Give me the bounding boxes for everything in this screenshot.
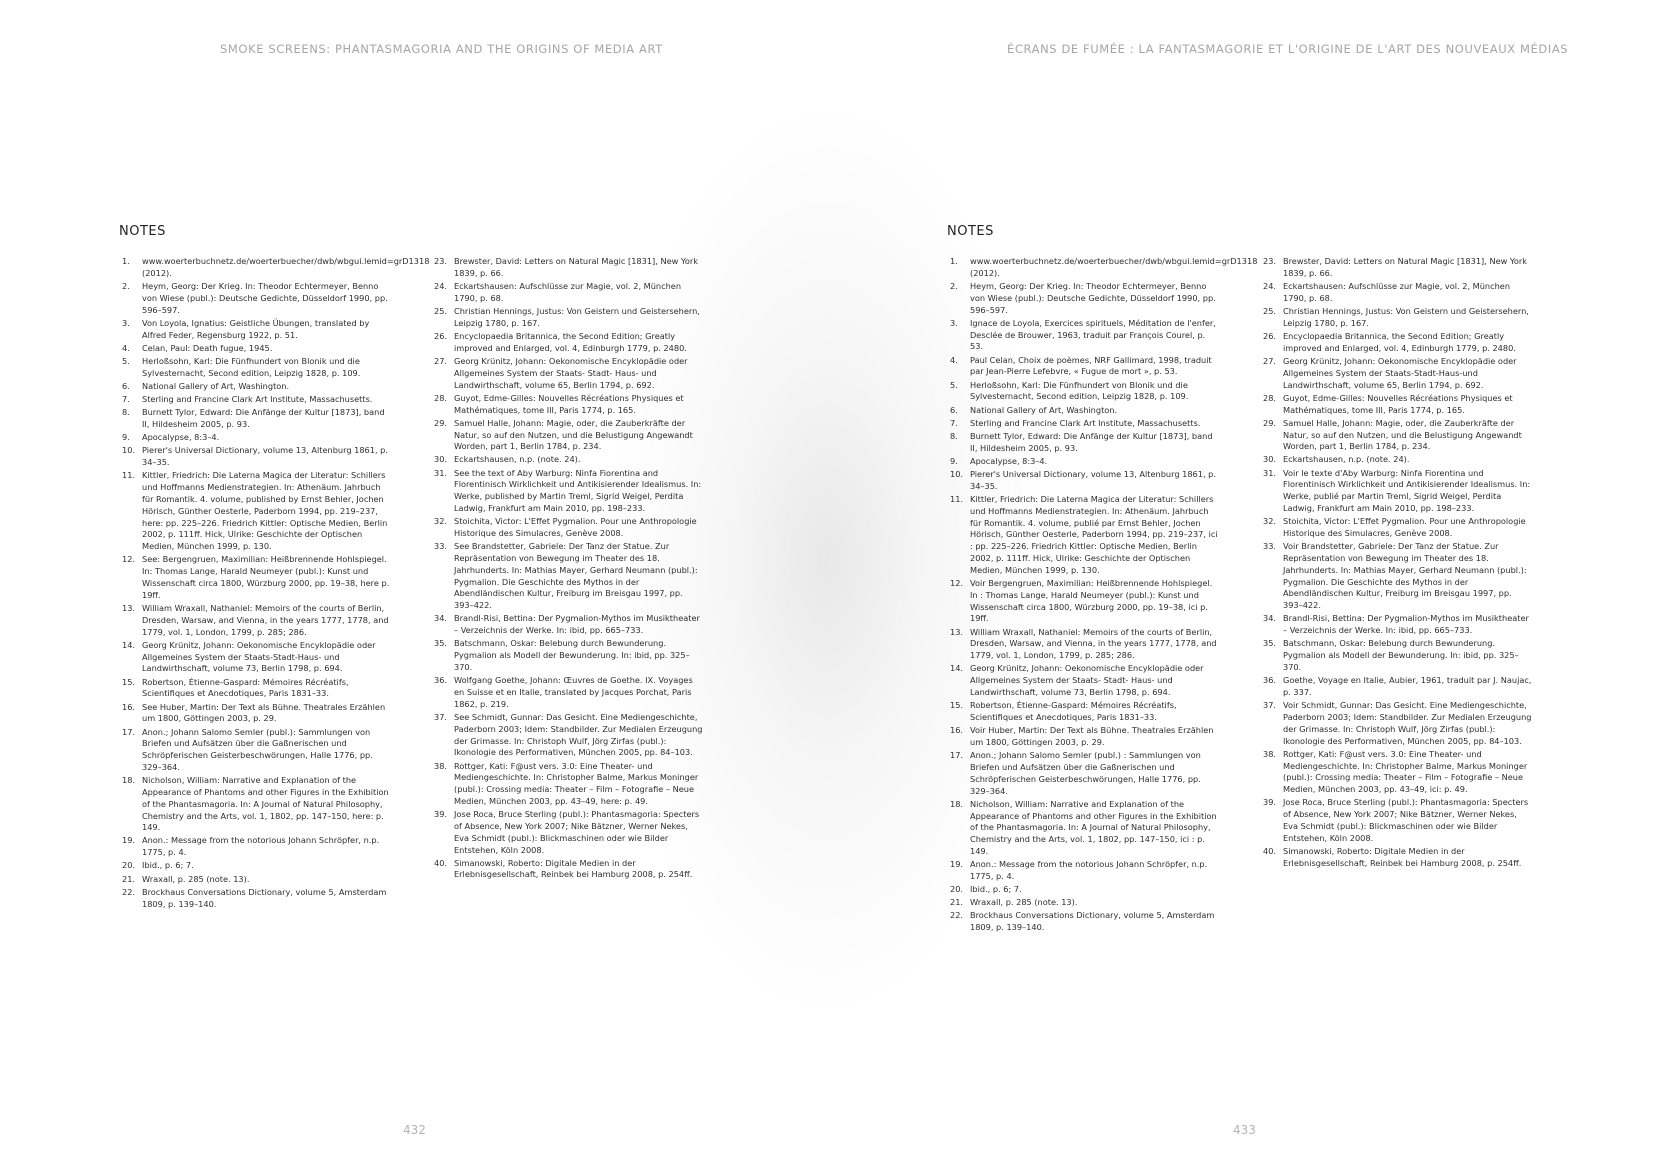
note-item — [122, 394, 392, 406]
note-number: 20. — [950, 884, 964, 895]
note-item — [950, 578, 1220, 625]
note-item — [950, 750, 1220, 797]
note-text: Wolfgang Goethe, Johann: Œuvres de Goethe. IX. Voyages en Suisse et en Italie, translated by Jacques Porchat, Paris 1862, p. 219. — [454, 675, 693, 709]
note-text: Jose Roca, Bruce Sterling (publ.): Phantasmagoria: Specters of Absence, New York 2007; Nike Bätzner, Werner Nekes, Eva Schmidt (publ.): Blickmaschinen oder wie Bilder Entstehen, Köln 2008. — [454, 809, 700, 855]
note-text: Nicholson, William: Narrative and Explanation of the Appearance of Phantoms and other Figures in the Exhibition of the Phantasmagoria. In: A Journal of Natural Philosophy, Chemistry and the Arts, vol. 1, 1802, pp. 147–150, here: p. 149. — [142, 775, 389, 833]
note-text: Anon.; Johann Salomo Semler (publ.) : Sammlungen von Briefen und Aufsätzen über die Gaßnerischen und Schröpferischen Geisterbeschwörungen, Halle 1776, pp. 329–364. — [970, 750, 1201, 796]
note-item — [950, 456, 1220, 468]
note-item — [950, 627, 1220, 662]
note-number: 31. — [1263, 467, 1277, 478]
note-text: Eckartshausen, n.p. (note. 24). — [1283, 454, 1410, 465]
running-head: ÉCRANS DE FUMÉE : LA FANTASMAGORIE ET L'ORIGINE DE L'ART DES NOUVEAUX MÉDIAS — [1007, 42, 1569, 56]
note-item — [122, 356, 392, 380]
note-item — [122, 640, 392, 675]
note-item — [950, 859, 1220, 883]
note-item — [434, 613, 704, 637]
note-text: Burnett Tylor, Edward: Die Anfänge der Kultur [1873], band II, Hildesheim 2005, p. 93. — [142, 407, 385, 430]
note-number: 19. — [122, 835, 136, 846]
note-number: 16. — [122, 701, 136, 712]
note-number: 28. — [434, 392, 448, 403]
note-number: 35. — [434, 638, 448, 649]
note-item — [434, 809, 704, 856]
note-number: 8. — [950, 430, 958, 441]
note-number: 21. — [122, 873, 136, 884]
note-number: 20. — [122, 860, 136, 871]
note-text: Sterling and Francine Clark Art Institute, Massachusetts. — [142, 394, 373, 405]
note-number: 33. — [434, 541, 448, 552]
note-item — [1263, 281, 1533, 305]
note-item — [1263, 468, 1533, 515]
note-number: 13. — [950, 626, 964, 637]
note-number: 6. — [122, 380, 130, 391]
note-text: Heym, Georg: Der Krieg. In: Theodor Echtermeyer, Benno von Wiese (publ.): Deutsche Gedichte, Düsseldorf 1990, pp. 596–597. — [970, 280, 1216, 315]
note-text: Brewster, David: Letters on Natural Magic [1831], New York 1839, p. 66. — [1283, 256, 1527, 278]
note-text: Guyot, Edme-Gilles: Nouvelles Récréations Physiques et Mathématiques, tome III, Paris 1774, p. 165. — [454, 392, 684, 415]
note-number: 27. — [1263, 355, 1277, 366]
note-number: 23. — [434, 256, 448, 266]
note-text: Christian Hennings, Justus: Von Geistern und Geistersehern, Leipzig 1780, p. 167. — [454, 305, 700, 328]
note-number: 36. — [1263, 675, 1277, 686]
note-item — [950, 431, 1220, 455]
note-text: www.woerterbuchnetz.de/woerterbuecher/dwb/wbgui.lemid=grD1318 (2012). — [970, 256, 1258, 278]
note-item — [122, 445, 392, 469]
note-text: Pierer's Universal Dictionary, volume 13, Altenburg 1861, p. 34–35. — [142, 445, 388, 468]
note-text: William Wraxall, Nathaniel: Memoirs of the courts of Berlin, Dresden, Warsaw, and Vienna, in the years 1777, 1778, and 1779, vol. 1, London, 1799, p. 285; 286. — [142, 603, 389, 637]
note-text: Voir Huber, Martin: Der Text als Bühne. Theatrales Erzählen um 1800, Göttingen 2003, p. 29. — [970, 725, 1214, 747]
note-number: 2. — [122, 280, 130, 291]
note-number: 6. — [950, 404, 958, 415]
note-text: Paul Celan, Choix de poèmes, NRF Gallimard, 1998, traduit par Jean-Pierre Lefebvre, « Fugue de mort », p. 53. — [970, 354, 1212, 377]
note-item — [950, 281, 1220, 316]
notes-column-1 — [950, 256, 1258, 935]
note-item — [950, 897, 1220, 909]
note-text: Stoichita, Victor: L'Effet Pygmalion. Pour une Anthropologie Historique des Simulacres, Genève 2008. — [1283, 516, 1526, 539]
note-text: Pierer's Universal Dictionary, volume 13, Altenburg 1861, p. 34–35. — [970, 469, 1216, 491]
note-number: 18. — [122, 775, 136, 786]
note-text: Batschmann, Oskar: Belebung durch Bewunderung. Pygmalion als Modell der Bewunderung. In: ibid, pp. 325–370. — [1283, 638, 1519, 672]
note-item — [434, 281, 704, 305]
note-item — [1263, 516, 1533, 540]
note-item — [1263, 700, 1533, 747]
note-item — [434, 638, 704, 673]
note-text: Apocalypse, 8:3–4. — [970, 455, 1048, 466]
note-item — [122, 281, 392, 316]
note-text: Heym, Georg: Der Krieg. In: Theodor Echtermeyer, Benno von Wiese (publ.): Deutsche Gedichte, Düsseldorf 1990, pp. 596–597. — [142, 280, 388, 315]
note-text: Eckartshausen: Aufschlüsse zur Magie, vol. 2, München 1790, p. 68. — [1283, 280, 1511, 303]
note-text: Stoichita, Victor: L'Effet Pygmalion. Pour une Anthropologie Historique des Simulacres, Genève 2008. — [454, 516, 697, 539]
note-number: 16. — [950, 725, 964, 736]
note-text: Nicholson, William: Narrative and Explanation of the Appearance of Phantoms and other Figures in the Exhibition of the Phantasmagoria. In: A Journal of Natural Philosophy, Chemistry and the Arts, vol. 1, 1802, pp. 147–150, ici : p. 149. — [970, 798, 1217, 856]
note-number: 24. — [1263, 280, 1277, 291]
note-item — [122, 318, 392, 342]
note-number: 13. — [122, 603, 136, 613]
note-number: 25. — [434, 305, 448, 316]
note-text: William Wraxall, Nathaniel: Memoirs of the courts of Berlin, Dresden, Warsaw, and Vienna, in the years 1777, 1778, and 1779, vol. 1, London, 1799, p. 285; 286. — [970, 626, 1217, 661]
note-number: 38. — [1263, 748, 1277, 759]
note-number: 17. — [950, 750, 964, 761]
note-number: 14. — [950, 663, 964, 674]
note-item — [950, 405, 1220, 417]
note-number: 15. — [950, 700, 964, 711]
note-item — [1263, 454, 1533, 466]
note-text: Georg Krünitz, Johann: Oekonomische Encyklopädie oder Allgemeines System der Staats- Stadt- Haus- und Landwirthschaft, volume 65, Berlin 1794, p. 692. — [454, 355, 688, 390]
note-number: 36. — [434, 675, 448, 686]
note-item — [950, 355, 1220, 379]
note-text: Wraxall, p. 285 (note. 13). — [970, 897, 1078, 908]
note-number: 3. — [950, 317, 958, 328]
note-item — [950, 910, 1220, 934]
note-item — [1263, 675, 1533, 699]
note-item — [122, 702, 392, 726]
note-text: See the text of Aby Warburg: Ninfa Fiorentina and Florentinisch Wirklichkeit und Antikisierender Idealismus. In: Werke, published by Martin Treml, Sigrid Weigel, Perdita Ladwig, Frankfurt am Main 2010, pp. 198–233. — [454, 467, 702, 514]
note-number: 40. — [434, 857, 448, 868]
note-item — [950, 700, 1220, 724]
note-item — [434, 516, 704, 540]
note-item — [122, 677, 392, 701]
note-item — [122, 432, 392, 444]
note-number: 34. — [1263, 613, 1277, 624]
note-number: 9. — [950, 455, 958, 466]
note-number: 27. — [434, 355, 448, 366]
note-number: 19. — [950, 859, 964, 870]
note-item — [434, 418, 704, 453]
note-number: 33. — [1263, 541, 1277, 552]
note-number: 15. — [122, 676, 136, 687]
note-item — [122, 887, 392, 911]
note-text: Burnett Tylor, Edward: Die Anfänge der Kultur [1873], band II, Hildesheim 2005, p. 93. — [970, 430, 1213, 453]
note-item — [950, 469, 1220, 493]
note-item — [1263, 393, 1533, 417]
note-number: 22. — [122, 886, 136, 897]
note-number: 26. — [434, 330, 448, 341]
note-item — [950, 725, 1220, 749]
note-text: Simanowski, Roberto: Digitale Medien in der Erlebnisgesellschaft, Reinbek bei Hamburg 2008, p. 254ff. — [454, 857, 693, 880]
note-number: 31. — [434, 467, 448, 478]
note-item — [950, 380, 1220, 404]
note-item — [1263, 541, 1533, 612]
note-text: Robertson, Étienne-Gaspard: Mémoires Récréatifs, Scientifiques et Anecdotiques, Paris 1831–33. — [970, 700, 1177, 722]
note-text: Rottger, Kati: F@ust vers. 3.0: Eine Theater- und Mediengeschichte. In: Christopher Balme, Markus Moninger (publ.): Crossing media: Theater – Film – Fotografie – Neue Medien, München 2003, pp. 43–49, here: p. 49. — [454, 760, 699, 806]
note-text: Ignace de Loyola, Exercices spirituels, Méditation de l'enfer, Desclée de Brouwer, 1963, traduit par François Courel, p. 53. — [970, 317, 1216, 352]
note-item — [122, 554, 392, 601]
note-number: 4. — [122, 342, 130, 353]
note-item — [122, 860, 392, 872]
note-text: See Huber, Martin: Der Text als Bühne. Theatrales Erzählen um 1800, Göttingen 2003, p. 29. — [142, 701, 386, 724]
note-item — [1263, 418, 1533, 453]
note-text: Ibid., p. 6; 7. — [142, 860, 194, 871]
note-number: 32. — [1263, 516, 1277, 527]
note-item — [950, 494, 1220, 577]
note-text: Voir le texte d'Aby Warburg: Ninfa Fiorentina und Florentinisch Wirklichkeit und Antikisierender Idealismus. In: Werke, publié par Martin Treml, Sigrid Weigel, Perdita Ladwig, Frankfurt am Main 2010, pp. 198–233. — [1283, 467, 1531, 514]
note-text: Kittler, Friedrich: Die Laterna Magica der Literatur: Schillers und Hoffmanns Medienstrategien. In: Athenäum. Jahrbuch für Romantik. 4. volume, published by Ernst Behler, Jochen Hörisch, Günther Oesterle, Paderborn 1994, pp. 219–237, here: pp. 225–226. Friedrich Kittler: Optische Medien, Berlin 2002, p. 111ff. Hick, Ulrike: Geschichte der Optischen Medien, München 1999, p. 130. — [142, 470, 388, 552]
note-text: See Schmidt, Gunnar: Das Gesicht. Eine Mediengeschichte, Paderborn 2003; Idem: Standbilder. Zur Medialen Erzeugung der Grimasse. In: Christoph Wulf, Jörg Zirfas (publ.): Ikonologie des Performativen, München 2005, pp. 84–103. — [454, 711, 703, 758]
note-number: 12. — [950, 578, 964, 589]
note-text: Georg Krünitz, Johann: Oekonomische Encyklopädie oder Allgemeines System der Staats- Stadt- Haus- und Landwirthschaft, volume 73, Berlin 1798, p. 694. — [970, 663, 1204, 697]
note-number: 4. — [950, 354, 958, 365]
note-item — [434, 454, 704, 466]
notes-heading: NOTES — [947, 224, 994, 239]
note-text: Eckartshausen: Aufschlüsse zur Magie, vol. 2, München 1790, p. 68. — [454, 280, 682, 303]
note-text: Celan, Paul: Death fugue, 1945. — [142, 342, 273, 353]
note-number: 37. — [434, 711, 448, 722]
note-number: 23. — [1263, 256, 1277, 266]
note-number: 17. — [122, 726, 136, 737]
note-item — [1263, 638, 1533, 673]
note-item — [434, 468, 704, 515]
note-number: 35. — [1263, 638, 1277, 649]
note-text: Encyclopaedia Britannica, the Second Edition; Greatly improved and Enlarged, vol. 4, Edinburgh 1779, p. 2480. — [454, 330, 687, 353]
note-number: 18. — [950, 798, 964, 809]
note-text: Sterling and Francine Clark Art Institute, Massachusetts. — [970, 417, 1201, 428]
note-item — [950, 663, 1220, 698]
note-item — [434, 858, 704, 882]
note-text: Simanowski, Roberto: Digitale Medien in der Erlebnisgesellschaft, Reinbek bei Hamburg 2008, p. 254ff. — [1283, 845, 1522, 868]
note-item — [1263, 749, 1533, 796]
running-head: SMOKE SCREENS: PHANTASMAGORIA AND THE ORIGINS OF MEDIA ART — [220, 42, 663, 56]
note-number: 1. — [950, 256, 958, 266]
note-item — [950, 884, 1220, 896]
note-item — [122, 603, 392, 638]
note-text: Herloßsohn, Karl: Die Fünfhundert von Blonik und die Sylvesternacht, Second edition, Leipzig 1828, p. 109. — [142, 355, 361, 378]
note-number: 21. — [950, 897, 964, 908]
note-number: 34. — [434, 613, 448, 624]
note-number: 28. — [1263, 392, 1277, 403]
note-item — [122, 727, 392, 774]
note-number: 29. — [1263, 417, 1277, 428]
note-item — [434, 393, 704, 417]
note-item — [950, 418, 1220, 430]
note-number: 38. — [434, 760, 448, 771]
note-item — [122, 343, 392, 355]
note-item — [122, 874, 392, 886]
page-number: 433 — [1233, 1123, 1256, 1137]
note-text: Eckartshausen, n.p. (note. 24). — [454, 454, 581, 465]
note-number: 5. — [122, 355, 130, 366]
note-text: Rottger, Kati: F@ust vers. 3.0: Eine Theater- und Mediengeschichte. In: Christopher Balme, Markus Moninger (publ.): Crossing media: Theater – Film – Fotografie – Neue Medien, München 2003, pp. 43–49, ici: p. 49. — [1283, 748, 1528, 795]
note-item — [950, 799, 1220, 858]
note-number: 9. — [122, 432, 130, 443]
notes-column-2 — [1263, 256, 1533, 871]
note-number: 8. — [122, 407, 130, 418]
note-number: 7. — [950, 417, 958, 428]
note-text: Voir Schmidt, Gunnar: Das Gesicht. Eine Mediengeschichte, Paderborn 2003; Idem: Standbilder. Zur Medialen Erzeugung der Grimasse. In: Christoph Wulf, Jörg Zirfas (publ.): Ikonologie des Performativen, München 2005, pp. 84–103. — [1283, 700, 1532, 746]
note-item — [434, 712, 704, 759]
note-item — [434, 761, 704, 808]
note-number: 12. — [122, 554, 136, 565]
note-text: Ibid., p. 6; 7. — [970, 884, 1022, 895]
note-number: 39. — [434, 809, 448, 820]
page-number: 432 — [403, 1123, 426, 1137]
note-number: 7. — [122, 394, 130, 405]
note-text: www.woerterbuchnetz.de/woerterbuecher/dwb/wbgui.lemid=grD1318 (2012). — [142, 256, 430, 278]
note-text: Guyot, Edme-Gilles: Nouvelles Récréations Physiques et Mathématiques, tome III, Paris 1774, p. 165. — [1283, 392, 1513, 415]
note-number: 29. — [434, 417, 448, 428]
note-item — [1263, 846, 1533, 870]
right-page — [827, 0, 1654, 1170]
note-text: See: Bergengruen, Maximilian: Heißbrennende Hohlspiegel. In: Thomas Lange, Harald Neumeyer (publ.): Kunst und Wissenschaft circa 1800, Würzburg 2000, pp. 19–38, here p. 19ff. — [142, 554, 390, 600]
note-number: 24. — [434, 280, 448, 291]
note-item — [122, 775, 392, 834]
note-text: Samuel Halle, Johann: Magie, oder, die Zauberkräfte der Natur, so auf den Nutzen, und die Belustigung Angewandt Worden, part 1, Berlin 1784, p. 234. — [454, 417, 693, 452]
note-item — [434, 331, 704, 355]
note-item — [950, 256, 1258, 280]
note-text: Anon.: Message from the notorious Johann Schröpfer, n.p. 1775, p. 4. — [970, 859, 1208, 881]
note-text: Apocalypse, 8:3–4. — [142, 432, 220, 443]
note-item — [1263, 613, 1533, 637]
note-text: National Gallery of Art, Washington. — [142, 380, 290, 391]
notes-heading: NOTES — [119, 224, 166, 239]
note-text: Von Loyola, Ignatius: Geistliche Übungen, translated by Alfred Feder, Regensburg 1922, p. 51. — [142, 317, 370, 340]
note-number: 26. — [1263, 330, 1277, 341]
note-text: Anon.; Johann Salomo Semler (publ.): Sammlungen von Briefen und Aufsätzen über die Gaßnerischen und Schröpferischen Geisterbeschwörungen, Halle 1776, pp. 329–364. — [142, 726, 373, 772]
note-text: Brewster, David: Letters on Natural Magic [1831], New York 1839, p. 66. — [454, 256, 698, 278]
note-item — [122, 256, 430, 280]
notes-column-2 — [434, 256, 704, 883]
note-item — [122, 407, 392, 431]
note-number: 25. — [1263, 305, 1277, 316]
note-text: Jose Roca, Bruce Sterling (publ.): Phantasmagoria: Specters of Absence, New York 2007; Nike Bätzner, Werner Nekes, Eva Schmidt (publ.): Blickmaschinen oder wie Bilder Entstehen, Köln 2008. — [1283, 797, 1529, 843]
note-item — [1263, 256, 1533, 280]
note-number: 39. — [1263, 797, 1277, 808]
note-text: Herloßsohn, Karl: Die Fünfhundert von Blonik und die Sylvesternacht, Second edition, Leipzig 1828, p. 109. — [970, 379, 1189, 402]
note-number: 3. — [122, 317, 130, 328]
note-text: Brandl-Risi, Bettina: Der Pygmalion-Mythos im Musiktheater – Verzeichnis der Werke. In: ibid, pp. 665–733. — [454, 613, 700, 636]
note-text: Georg Krünitz, Johann: Oekonomische Encyklopädie oder Allgemeines System der Staats-Stadt-Haus- und Landwirthschaft, volume 73, Berlin 1798, p. 694. — [142, 639, 376, 674]
note-number: 5. — [950, 379, 958, 390]
note-number: 10. — [950, 469, 964, 480]
note-text: Batschmann, Oskar: Belebung durch Bewunderung. Pygmalion als Modell der Bewunderung. In: ibid, pp. 325–370. — [454, 638, 690, 672]
note-item — [122, 835, 392, 859]
note-item — [122, 381, 392, 393]
note-text: Anon.: Message from the notorious Johann Schröpfer, n.p. 1775, p. 4. — [142, 835, 380, 858]
note-number: 30. — [434, 454, 448, 465]
note-item — [1263, 306, 1533, 330]
note-text: Brandl-Risi, Bettina: Der Pygmalion-Mythos im Musiktheater – Verzeichnis der Werke. In: ibid, pp. 665–733. — [1283, 613, 1529, 636]
note-number: 14. — [122, 639, 136, 650]
note-item — [122, 470, 392, 553]
note-item — [434, 675, 704, 710]
note-number: 22. — [950, 910, 964, 921]
note-item — [1263, 331, 1533, 355]
note-text: Encyclopaedia Britannica, the Second Edition; Greatly improved and Enlarged, vol. 4, Edinburgh 1779, p. 2480. — [1283, 330, 1516, 353]
note-item — [950, 318, 1220, 353]
note-item — [1263, 797, 1533, 844]
note-text: Brockhaus Conversations Dictionary, volume 5, Amsterdam 1809, p. 139–140. — [142, 886, 387, 909]
note-number: 1. — [122, 256, 130, 266]
note-item — [434, 306, 704, 330]
note-item — [434, 541, 704, 612]
note-number: 32. — [434, 516, 448, 527]
note-number: 2. — [950, 280, 958, 291]
note-text: Goethe, Voyage en Italie, Aubier, 1961, traduit par J. Naujac, p. 337. — [1283, 675, 1532, 697]
note-number: 11. — [122, 470, 136, 481]
note-number: 37. — [1263, 700, 1277, 711]
note-number: 10. — [122, 445, 136, 456]
note-item — [434, 356, 704, 391]
notes-column-1 — [122, 256, 430, 912]
note-text: Christian Hennings, Justus: Von Geistern und Geistersehern, Leipzig 1780, p. 167. — [1283, 305, 1529, 328]
note-text: Robertson, Étienne-Gaspard: Mémoires Récréatifs, Scientifiques et Anecdotiques, Paris 1831–33. — [142, 676, 349, 699]
note-text: National Gallery of Art, Washington. — [970, 404, 1118, 415]
note-text: Voir Bergengruen, Maximilian: Heißbrennende Hohlspiegel. In : Thomas Lange, Harald Neumeyer (publ.): Kunst und Wissenschaft circa 1800, Würzburg 2000, pp. 19–38, ici p. 19ff. — [970, 578, 1213, 624]
note-text: Kittler, Friedrich: Die Laterna Magica der Literatur: Schillers und Hoffmanns Medienstrategien. In: Athenäum. Jahrbuch für Romantik. 4. volume, publié par Ernst Behler, Jochen Hörisch, Günther Oesterle, Paderborn 1994, pp. 219–237, ici : pp. 225–226. Friedrich Kittler: Optische Medien, Berlin 2002, p. 111ff. Hick, Ulrike: Geschichte der Optischen Medien, München 1999, p. 130. — [970, 494, 1218, 575]
note-number: 40. — [1263, 845, 1277, 856]
note-text: Wraxall, p. 285 (note. 13). — [142, 873, 250, 884]
note-text: Samuel Halle, Johann: Magie, oder, die Zauberkräfte der Natur, so auf den Nutzen, und die Belustigung Angewandt Worden, part 1, Berlin 1784, p. 234. — [1283, 417, 1522, 452]
note-text: Brockhaus Conversations Dictionary, volume 5, Amsterdam 1809, p. 139–140. — [970, 910, 1215, 933]
note-item — [434, 256, 704, 280]
note-number: 11. — [950, 494, 964, 505]
note-item — [1263, 356, 1533, 391]
note-text: Voir Brandstetter, Gabriele: Der Tanz der Statue. Zur Repräsentation von Bewegung im Theater des 18. Jahrhunderts. In: Mathias Mayer, Gerhard Neumann (publ.): Pygmalion. Die Geschichte des Mythos in der Abendländischen Kultur, Freiburg im Breisgau 1997, pp. 393–422. — [1283, 541, 1527, 611]
note-number: 30. — [1263, 454, 1277, 465]
note-text: See Brandstetter, Gabriele: Der Tanz der Statue. Zur Repräsentation von Bewegung im Theater des 18. Jahrhunderts. In: Mathias Mayer, Gerhard Neumann (publ.): Pygmalion. Die Geschichte des Mythos in der Abendländischen Kultur, Freiburg im Breisgau 1997, pp. 393–422. — [454, 541, 698, 611]
note-text: Georg Krünitz, Johann: Oekonomische Encyklopädie oder Allgemeines System der Staats-Stadt-Haus-und Landwirthschaft, volume 65, Berlin 1794, p. 692. — [1283, 355, 1517, 390]
